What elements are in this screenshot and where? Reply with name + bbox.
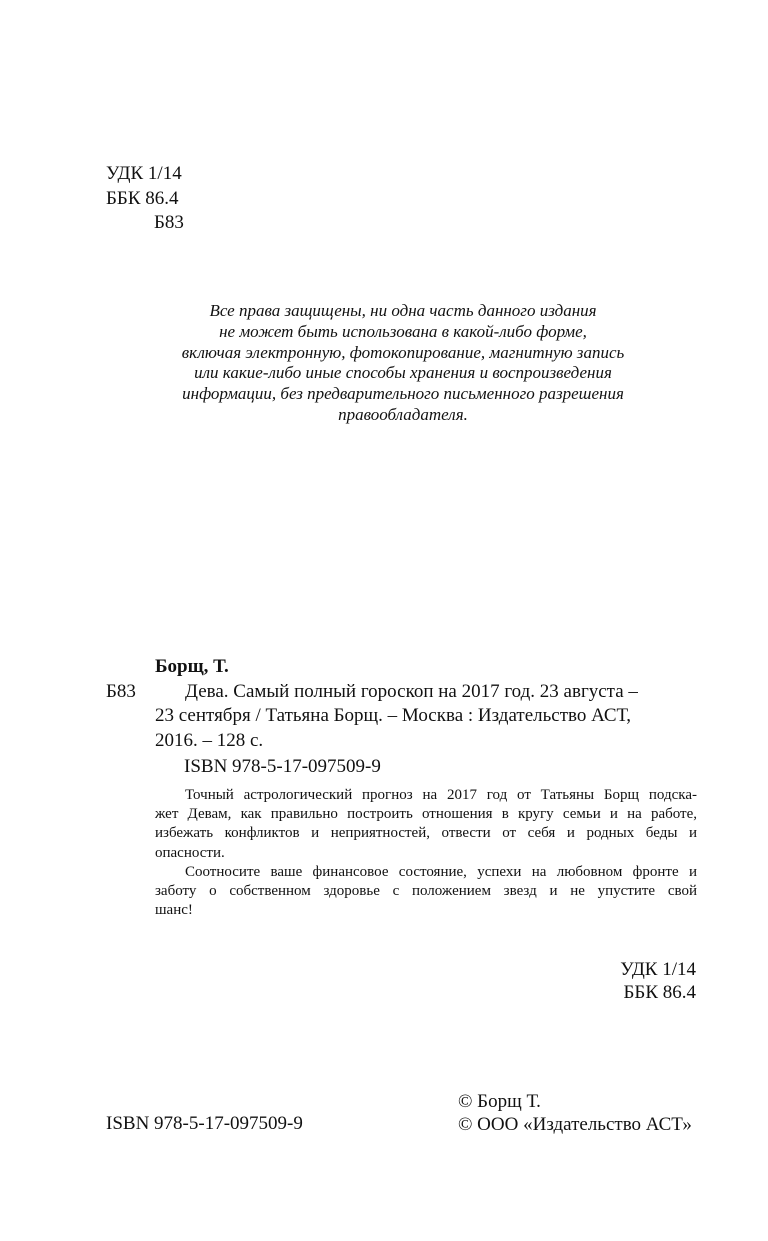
- catalog-description-line: 23 сентября / Татьяна Борщ. – Москва : Издательство АСТ,: [155, 705, 632, 726]
- annotation-line: Соотносите ваше финансовое состояние, успехи на любовном фронте и: [185, 863, 697, 880]
- rights-line: включая электронную, фотокопирование, магнитную запись: [181, 342, 625, 362]
- udk-code: УДК 1/14: [106, 163, 182, 184]
- annotation-line: шанс!: [155, 902, 193, 919]
- annotation-line: жет Девам, как правильно построить отношения в кругу семьи и на работе,: [155, 806, 697, 823]
- catalog-description-line: 2016. – 128 с.: [155, 729, 264, 751]
- annotation-line: опасности.: [155, 844, 225, 861]
- udk-code-right: УДК 1/14: [620, 959, 696, 980]
- classification-block-right: [620, 958, 696, 1004]
- catalog-entry: [106, 655, 698, 753]
- classification-block: [106, 162, 184, 236]
- catalog-code: Б83: [106, 680, 136, 702]
- catalog-description-line: Дева. Самый полный гороскоп на 2017 год. 23 августа –: [185, 680, 638, 702]
- rights-line: правообладателя.: [338, 404, 468, 424]
- annotation: [155, 786, 697, 920]
- copyright-block: [458, 1091, 692, 1136]
- rights-line: не может быть использована в какой-либо форме,: [219, 321, 587, 341]
- footer-isbn: ISBN 978-5-17-097509-9: [106, 1113, 303, 1134]
- bbk-code: ББК 86.4: [106, 187, 179, 209]
- annotation-line: Точный астрологический прогноз на 2017 год от Татьяны Борщ подска-: [185, 787, 697, 803]
- rights-line: Все права защищены, ни одна часть данного издания: [209, 301, 597, 320]
- rights-notice: [106, 301, 700, 426]
- rights-line: информации, без предварительного письменного разрешения: [182, 384, 624, 404]
- annotation-line: избежать конфликтов и неприятностей, отвести от себя и родных беды и: [155, 825, 697, 842]
- catalog-isbn: ISBN 978-5-17-097509-9: [184, 756, 381, 777]
- catalog-author: Борщ, Т.: [155, 656, 229, 677]
- copyright-author: © Борщ Т.: [458, 1091, 541, 1112]
- annotation-paragraph-1: [155, 786, 697, 863]
- copyright-publisher: © ООО «Издательство АСТ»: [458, 1113, 692, 1135]
- catalog-description: [106, 680, 698, 754]
- author-code: Б83: [154, 212, 184, 233]
- annotation-paragraph-2: [155, 863, 697, 921]
- bbk-code-right: ББК 86.4: [623, 982, 696, 1003]
- annotation-line: заботу о собственном здоровье с положением звезд и не упустите свой: [155, 883, 697, 900]
- rights-line: или какие-либо иные способы хранения и воспроизведения: [194, 363, 612, 383]
